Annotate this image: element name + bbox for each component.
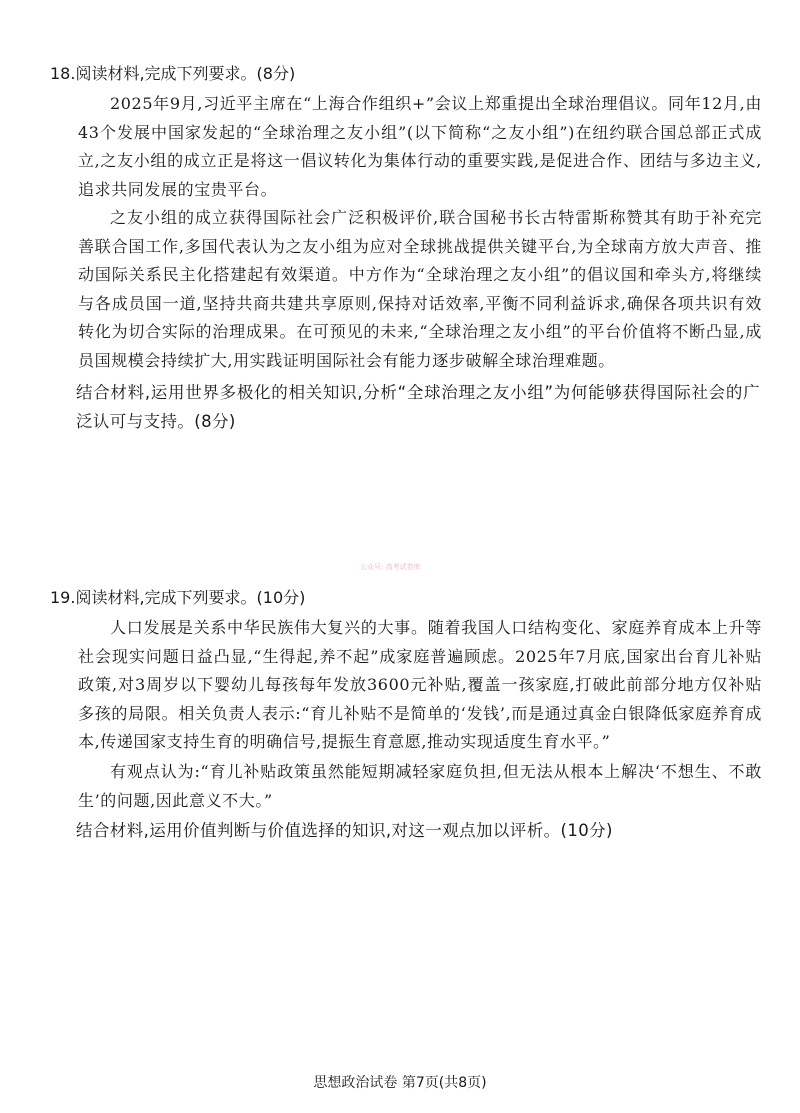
question-19-title: 19.阅读材料,完成下列要求。(10分) [50,588,306,607]
page-footer: 思想政治试卷 第7页(共8页) [313,1075,487,1091]
question-18-title: 18.阅读材料,完成下列要求。(8分) [50,64,296,83]
question-18-material-paragraph-2: 之友小组的成立获得国际社会广泛积极评价,联合国秘书长古特雷斯称赞其有助于补充完善联合国工作,多国代表认为之友小组为应对全球挑战提供关键平台,为全球南方放大声音、推动国际关系民主化搭建起有效渠道。中方作为“全球治理之友小组”的倡议国和牵头方,将继续与各成员国一道,坚持共商共建共享原则,保持对话效率,平衡不同利益诉求,确保各项共识有效转化为切合实际的治理成果。在可预见的未来,“全球治理之友小组”的平台价值将不断凸显,成员国规模会持续扩大,用实践证明国际社会有能力逐步破解全球治理难题。 [78,208,762,370]
watermark-text: 公众号: 高考试卷库 [360,563,421,571]
question-18-material-paragraph-1: 2025年9月,习近平主席在“上海合作组织+”会议上郑重提出全球治理倡议。同年12月,由43个发展中国家发起的“全球治理之友小组”(以下简称“之友小组”)在纽约联合国总部正式成立,之友小组的成立正是将这一倡议转化为集体行动的重要实践,是促进合作、团结与多边主义,追求共同发展的宝贵平台。 [78,94,762,199]
question-19-task: 结合材料,运用价值判断与价值选择的知识,对这一观点加以评析。(10分) [76,821,613,840]
question-19-material-paragraph-1: 人口发展是关系中华民族伟大复兴的大事。随着我国人口结构变化、家庭养育成本上升等社会现实问题日益凸显,“生得起,养不起”成家庭普遍顾虑。2025年7月底,国家出台育儿补贴政策,对3周岁以下婴幼儿每孩每年发放3600元补贴,覆盖一孩家庭,打破此前部分地方仅补贴多孩的局限。相关负责人表示:“育儿补贴不是简单的‘发钱’,而是通过真金白银降低家庭养育成本,传递国家支持生育的明确信号,提振生育意愿,推动实现适度生育水平。” [78,618,762,751]
question-19-material-paragraph-2: 有观点认为:“育儿补贴政策虽然能短期减轻家庭负担,但无法从根本上解决‘不想生、不敢生’的问题,因此意义不大。” [78,762,762,810]
question-18-task: 结合材料,运用世界多极化的相关知识,分析“全球治理之友小组”为何能够获得国际社会的广泛认可与支持。(8分) [76,383,760,431]
